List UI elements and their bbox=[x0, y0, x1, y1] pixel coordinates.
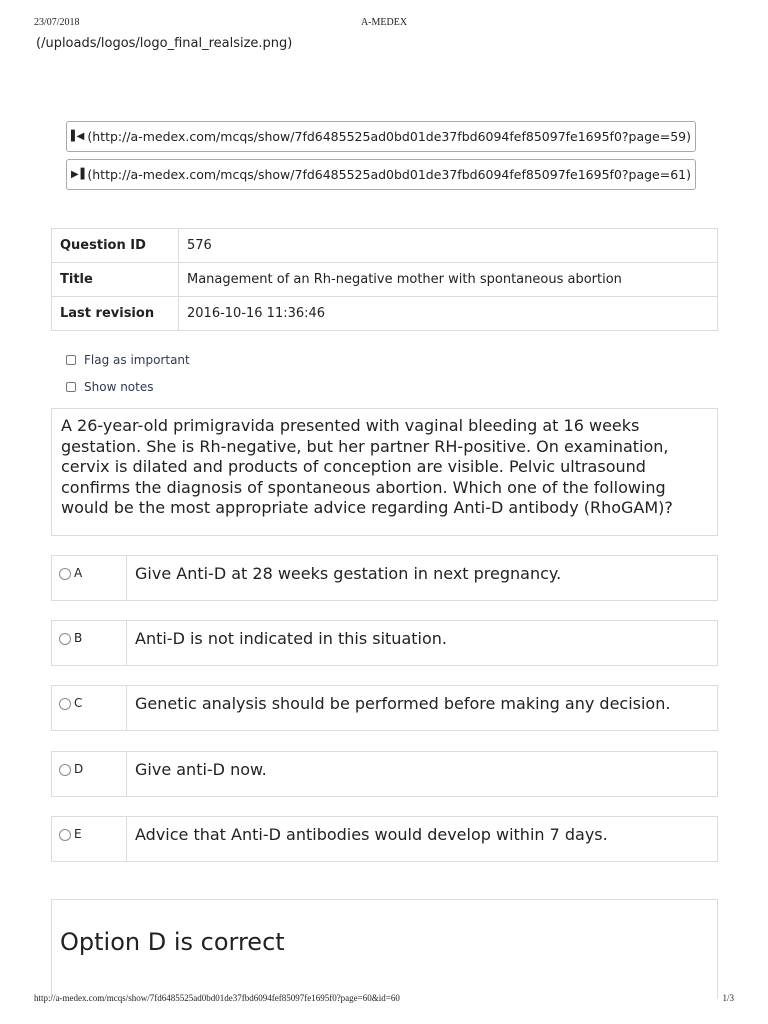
option-selector[interactable] bbox=[52, 621, 127, 665]
radio-button[interactable] bbox=[59, 568, 71, 580]
option-letter: B bbox=[74, 631, 83, 645]
meta-key-title: Title bbox=[52, 263, 179, 297]
option-text: Anti-D is not indicated in this situation. bbox=[135, 629, 447, 648]
radio-button[interactable] bbox=[59, 764, 71, 776]
option-selector[interactable] bbox=[52, 817, 127, 861]
previous-question-label: (http://a-medex.com/mcqs/show/7fd6485525ad0bd01de37fbd6094fef85097fe1695f0?page=59) bbox=[87, 129, 692, 144]
radio-button[interactable] bbox=[59, 698, 71, 710]
next-icon: ▶▐ bbox=[70, 169, 83, 180]
option-selector[interactable] bbox=[52, 556, 127, 600]
show-notes-toggle[interactable] bbox=[66, 380, 153, 394]
flag-important-toggle[interactable] bbox=[66, 353, 190, 367]
next-question-button[interactable] bbox=[66, 159, 696, 190]
option-b[interactable] bbox=[51, 620, 718, 666]
option-text: Give Anti-D at 28 weeks gestation in next pregnancy. bbox=[135, 564, 562, 583]
logo-link[interactable]: (/uploads/logos/logo_final_realsize.png) bbox=[36, 36, 293, 51]
print-date: 23/07/2018 bbox=[34, 17, 80, 28]
option-text: Genetic analysis should be performed before making any decision. bbox=[135, 694, 671, 713]
meta-value-title: Management of an Rh-negative mother with spontaneous abortion bbox=[179, 263, 718, 297]
option-letter: C bbox=[74, 696, 83, 710]
table-row bbox=[52, 263, 718, 297]
option-selector[interactable] bbox=[52, 752, 127, 796]
print-footer bbox=[34, 993, 734, 1007]
answer-heading: Option D is correct bbox=[60, 928, 285, 956]
radio-button[interactable] bbox=[59, 633, 71, 645]
print-site-title: A-MEDEX bbox=[360, 17, 408, 28]
meta-value-question-id: 576 bbox=[179, 229, 718, 263]
show-notes-label: Show notes bbox=[84, 380, 154, 394]
flag-important-checkbox[interactable] bbox=[66, 355, 76, 365]
print-header bbox=[34, 17, 734, 31]
option-e[interactable] bbox=[51, 816, 718, 862]
meta-key-question-id: Question ID bbox=[52, 229, 179, 263]
table-row bbox=[52, 229, 718, 263]
option-letter: A bbox=[74, 566, 83, 580]
option-letter: E bbox=[74, 827, 82, 841]
answer-panel bbox=[51, 899, 718, 999]
prev-icon: ▌◀ bbox=[70, 131, 83, 142]
option-a[interactable] bbox=[51, 555, 718, 601]
question-meta-table bbox=[51, 228, 718, 331]
option-c[interactable] bbox=[51, 685, 718, 731]
table-row bbox=[52, 297, 718, 331]
show-notes-checkbox[interactable] bbox=[66, 382, 76, 392]
page-number: 1/3 bbox=[722, 993, 734, 1003]
option-text: Advice that Anti-D antibodies would develop within 7 days. bbox=[135, 825, 608, 844]
option-selector[interactable] bbox=[52, 686, 127, 730]
radio-button[interactable] bbox=[59, 829, 71, 841]
option-text: Give anti-D now. bbox=[135, 760, 267, 779]
option-d[interactable] bbox=[51, 751, 718, 797]
previous-question-button[interactable] bbox=[66, 121, 696, 152]
option-letter: D bbox=[74, 762, 84, 776]
meta-value-last-revision: 2016-10-16 11:36:46 bbox=[179, 297, 718, 331]
next-question-label: (http://a-medex.com/mcqs/show/7fd6485525ad0bd01de37fbd6094fef85097fe1695f0?page=61) bbox=[87, 167, 692, 182]
question-text: A 26-year-old primigravida presented with vaginal bleeding at 16 weeks gestation. She is Rh-negative, but her partner RH-positive. On examination, cervix is dilated and products of conception are visible. Pelvic ultrasound confirms the diagnosis of spontaneous abortion. Which one of the following would be the most appropriate advice regarding Anti-D antibody (RhoGAM)? bbox=[51, 408, 718, 536]
print-footer-url: http://a-medex.com/mcqs/show/7fd6485525ad0bd01de37fbd6094fef85097fe1695f0?page=60&id=60 bbox=[34, 993, 400, 1003]
flag-important-label: Flag as important bbox=[84, 353, 190, 367]
meta-key-last-revision: Last revision bbox=[52, 297, 179, 331]
